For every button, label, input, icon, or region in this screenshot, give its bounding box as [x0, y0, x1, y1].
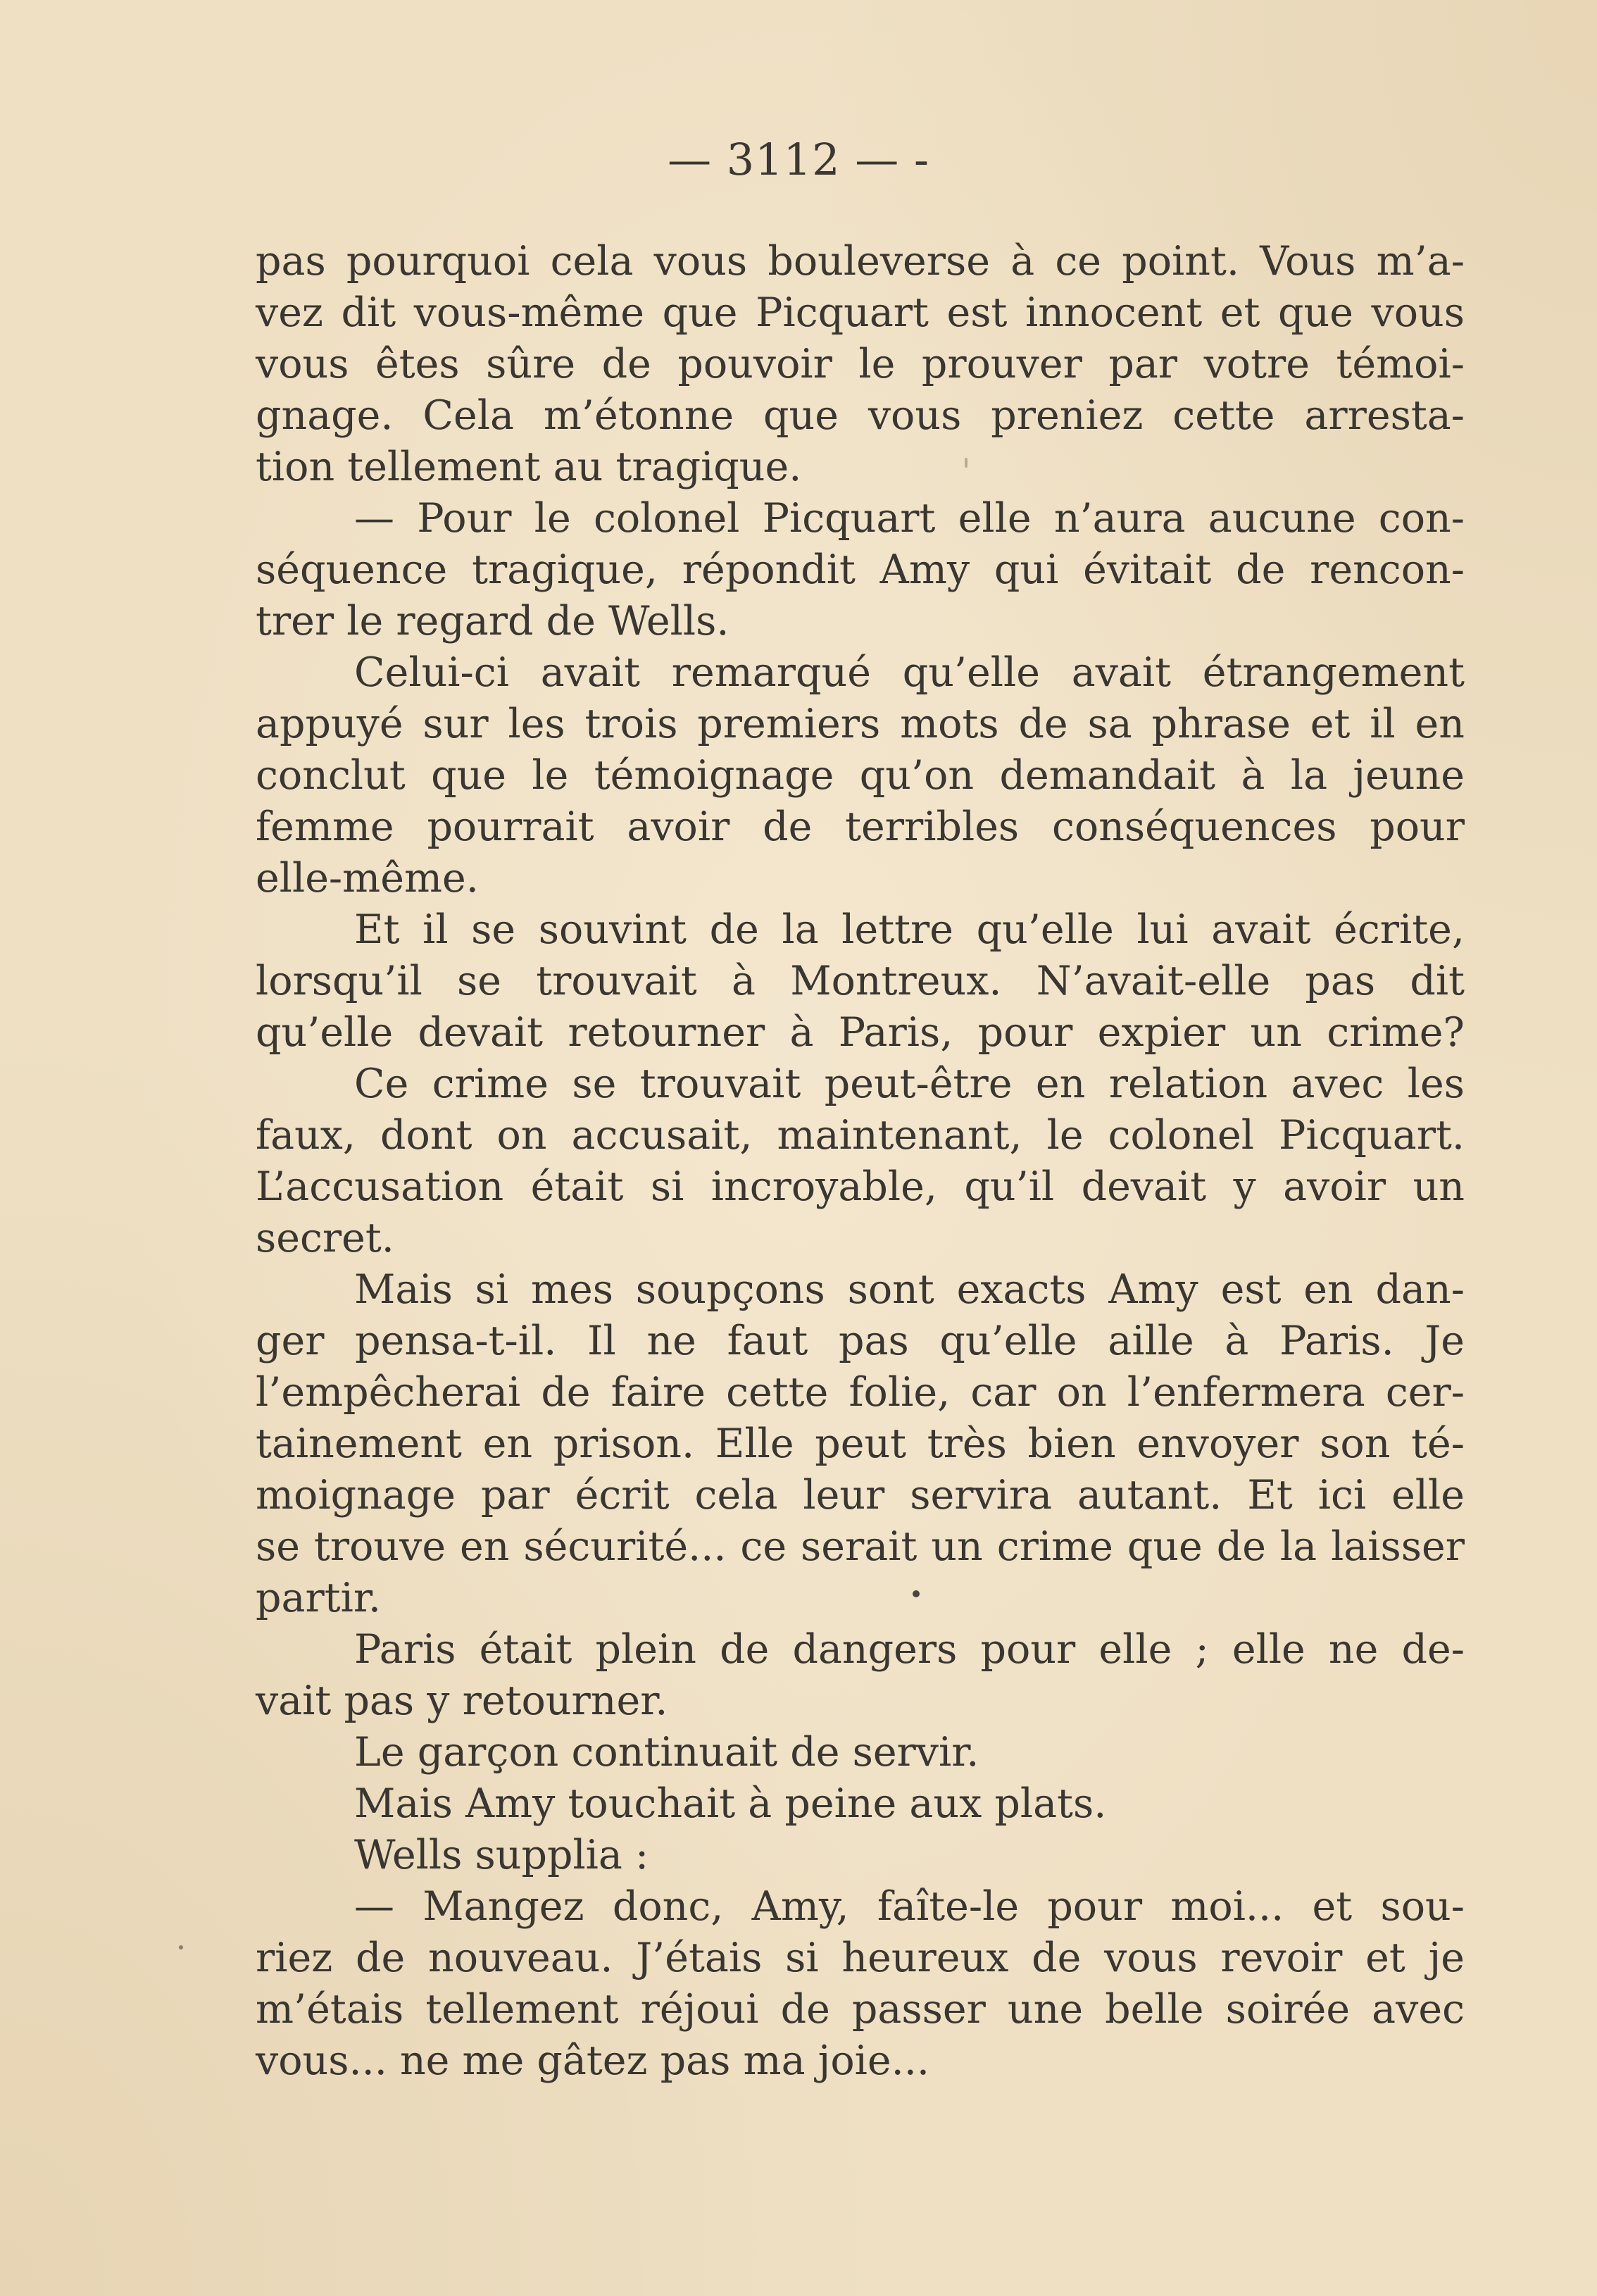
text-line: pas pourquoi cela vous bouleverse à ce point. Vous m’a- [256, 238, 1465, 285]
text-line: — Mangez donc, Amy, faîte-le pour moi... et sou- [354, 1883, 1465, 1930]
text-line: tion tellement au tragique. [256, 444, 802, 490]
text-line: Et il se souvint de la lettre qu’elle lui avait écrite, [354, 906, 1465, 953]
page-number: — 3112 — - [668, 134, 929, 185]
text-line: vous êtes sûre de pouvoir le prouver par votre témoi- [256, 341, 1465, 387]
text-line: vait pas y retourner. [256, 1678, 668, 1724]
text-line: lorsqu’il se trouvait à Montreux. N’avait-elle pas dit [256, 958, 1465, 1004]
text-line: elle-même. [256, 855, 479, 901]
text-line: ger pensa-t-il. Il ne faut pas qu’elle aille à Paris. Je [256, 1318, 1465, 1364]
ink-speck [179, 1945, 183, 1949]
text-line: Paris était plein de dangers pour elle ; elle ne de- [354, 1626, 1465, 1673]
text-line: Le garçon continuait de servir. [354, 1729, 979, 1776]
text-line: l’empêcherai de faire cette folie, car on l’enfermera cer- [256, 1369, 1465, 1416]
text-line: gnage. Cela m’étonne que vous preniez cette arresta- [256, 392, 1465, 439]
text-line: — Pour le colonel Picquart elle n’aura aucune con- [354, 495, 1465, 542]
ink-speck [965, 458, 967, 468]
text-line: femme pourrait avoir de terribles conséquences pour [256, 804, 1465, 850]
text-line: séquence tragique, répondit Amy qui évitait de rencon- [256, 547, 1465, 593]
text-line: Celui-ci avait remarqué qu’elle avait étrangement [354, 649, 1465, 696]
text-line: tainement en prison. Elle peut très bien envoyer son té- [256, 1421, 1465, 1467]
text-line: vez dit vous-même que Picquart est innocent et que vous [256, 289, 1465, 336]
text-line: partir. [256, 1575, 381, 1621]
text-line: vous... ne me gâtez pas ma joie... [256, 2038, 929, 2084]
text-line: Mais si mes soupçons sont exacts Amy est en dan- [354, 1266, 1465, 1313]
text-line: riez de nouveau. J’étais si heureux de vous revoir et je [256, 1935, 1465, 1981]
text-line: L’accusation était si incroyable, qu’il devait y avoir un [256, 1163, 1465, 1210]
text-line: Ce crime se trouvait peut-être en relation avec les [354, 1061, 1465, 1107]
text-line: Mais Amy touchait à peine aux plats. [354, 1780, 1107, 1827]
text-line: moignage par écrit cela leur servira autant. Et ici elle [256, 1472, 1465, 1518]
body-text [256, 236, 1465, 2087]
text-line: qu’elle devait retourner à Paris, pour expier un crime? [256, 1009, 1465, 1056]
text-line: se trouve en sécurité... ce serait un crime que de la laisser [256, 1523, 1465, 1570]
text-line: secret. [256, 1215, 394, 1261]
text-line: trer le regard de Wells. [256, 598, 729, 644]
text-line: faux, dont on accusait, maintenant, le colonel Picquart. [256, 1112, 1465, 1159]
text-line: Wells supplia : [354, 1832, 649, 1878]
text-line: m’étais tellement réjoui de passer une belle soirée avec [256, 1986, 1465, 2033]
text-line: appuyé sur les trois premiers mots de sa phrase et il en [256, 701, 1465, 747]
text-line: conclut que le témoignage qu’on demandait à la jeune [256, 752, 1465, 799]
ink-speck [913, 1590, 920, 1597]
